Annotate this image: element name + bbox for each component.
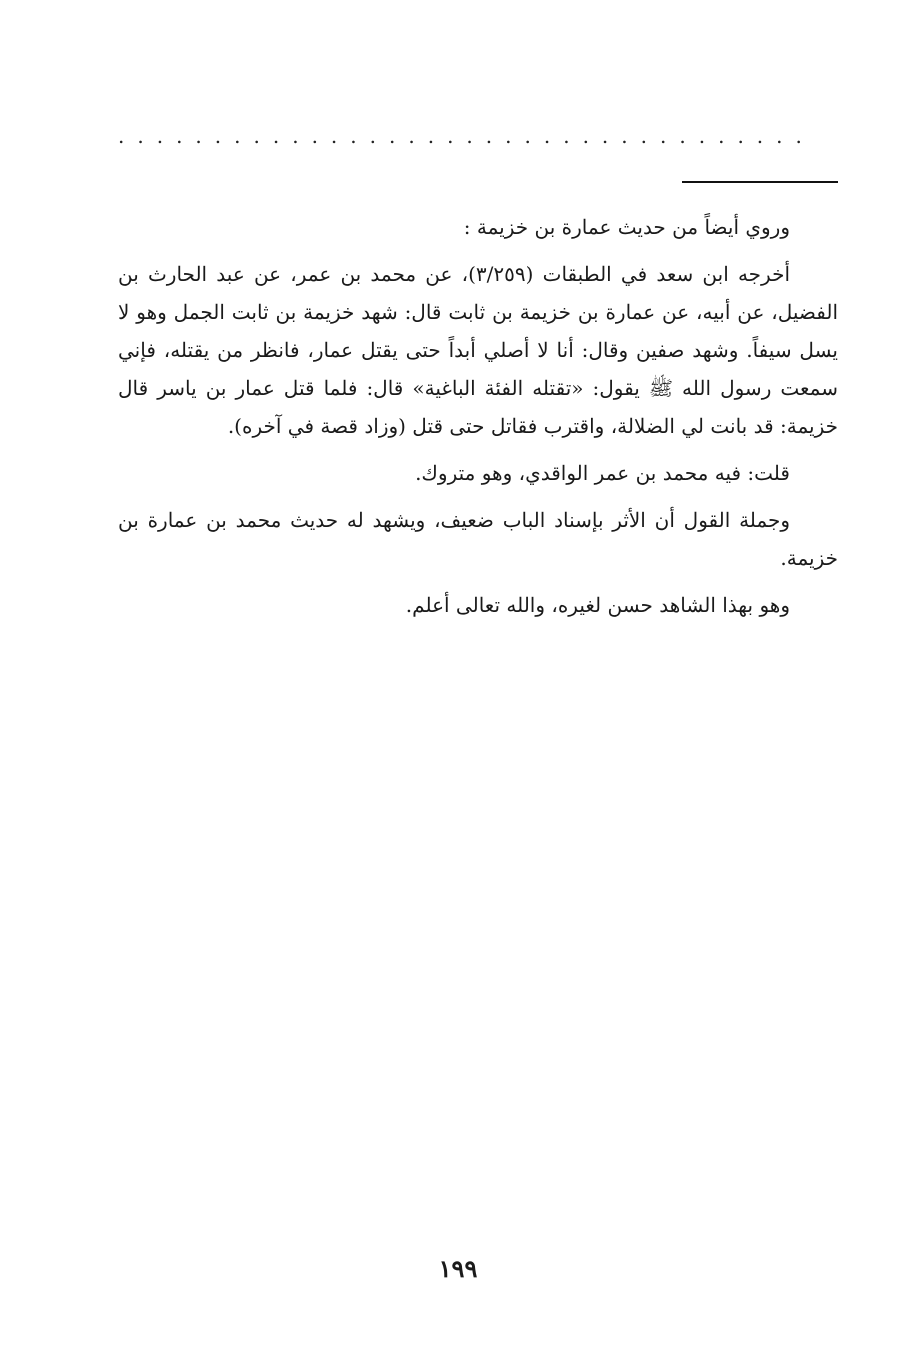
- paragraph-comment: قلت: فيه محمد بن عمر الواقدي، وهو متروك.: [415, 461, 790, 485]
- page-number: ١٩٩: [438, 1254, 478, 1283]
- paragraph-intro: وروي أيضاً من حديث عمارة بن خزيمة :: [463, 215, 790, 239]
- footnote-text: [118, 208, 838, 633]
- paragraph-conclusion: وجملة القول أن الأثر بإسناد الباب ضعيف، ويشهد له حديث محمد بن عمارة بن خزيمة.: [118, 508, 838, 570]
- footnote-rule: [682, 181, 838, 183]
- paragraph-takhrij: أخرجه ابن سعد في الطبقات (٣/٢٥٩)، عن محمد بن عمر، عن عبد الحارث بن الفضيل، عن أبيه، عن عمارة بن خزيمة بن ثابت قال: شهد خزيمة بن ثابت الجمل وهو لا يسل سيفاً. وشهد صفين وقال: أنا لا أصلي أبداً حتى يقتل عمار، فانظر من يقتله، فإني سمعت رسول الله ﷺ يقول: «تقتله الفئة الباغية» قال: فلما قتل عمار بن ياسر قال خزيمة: قد بانت لي الضلالة، واقترب فقاتل حتى قتل (وزاد قصة في آخره).: [118, 262, 838, 438]
- dotted-separator: ....................................: [118, 126, 815, 146]
- paragraph-grading: وهو بهذا الشاهد حسن لغيره، والله تعالى أعلم.: [405, 593, 790, 617]
